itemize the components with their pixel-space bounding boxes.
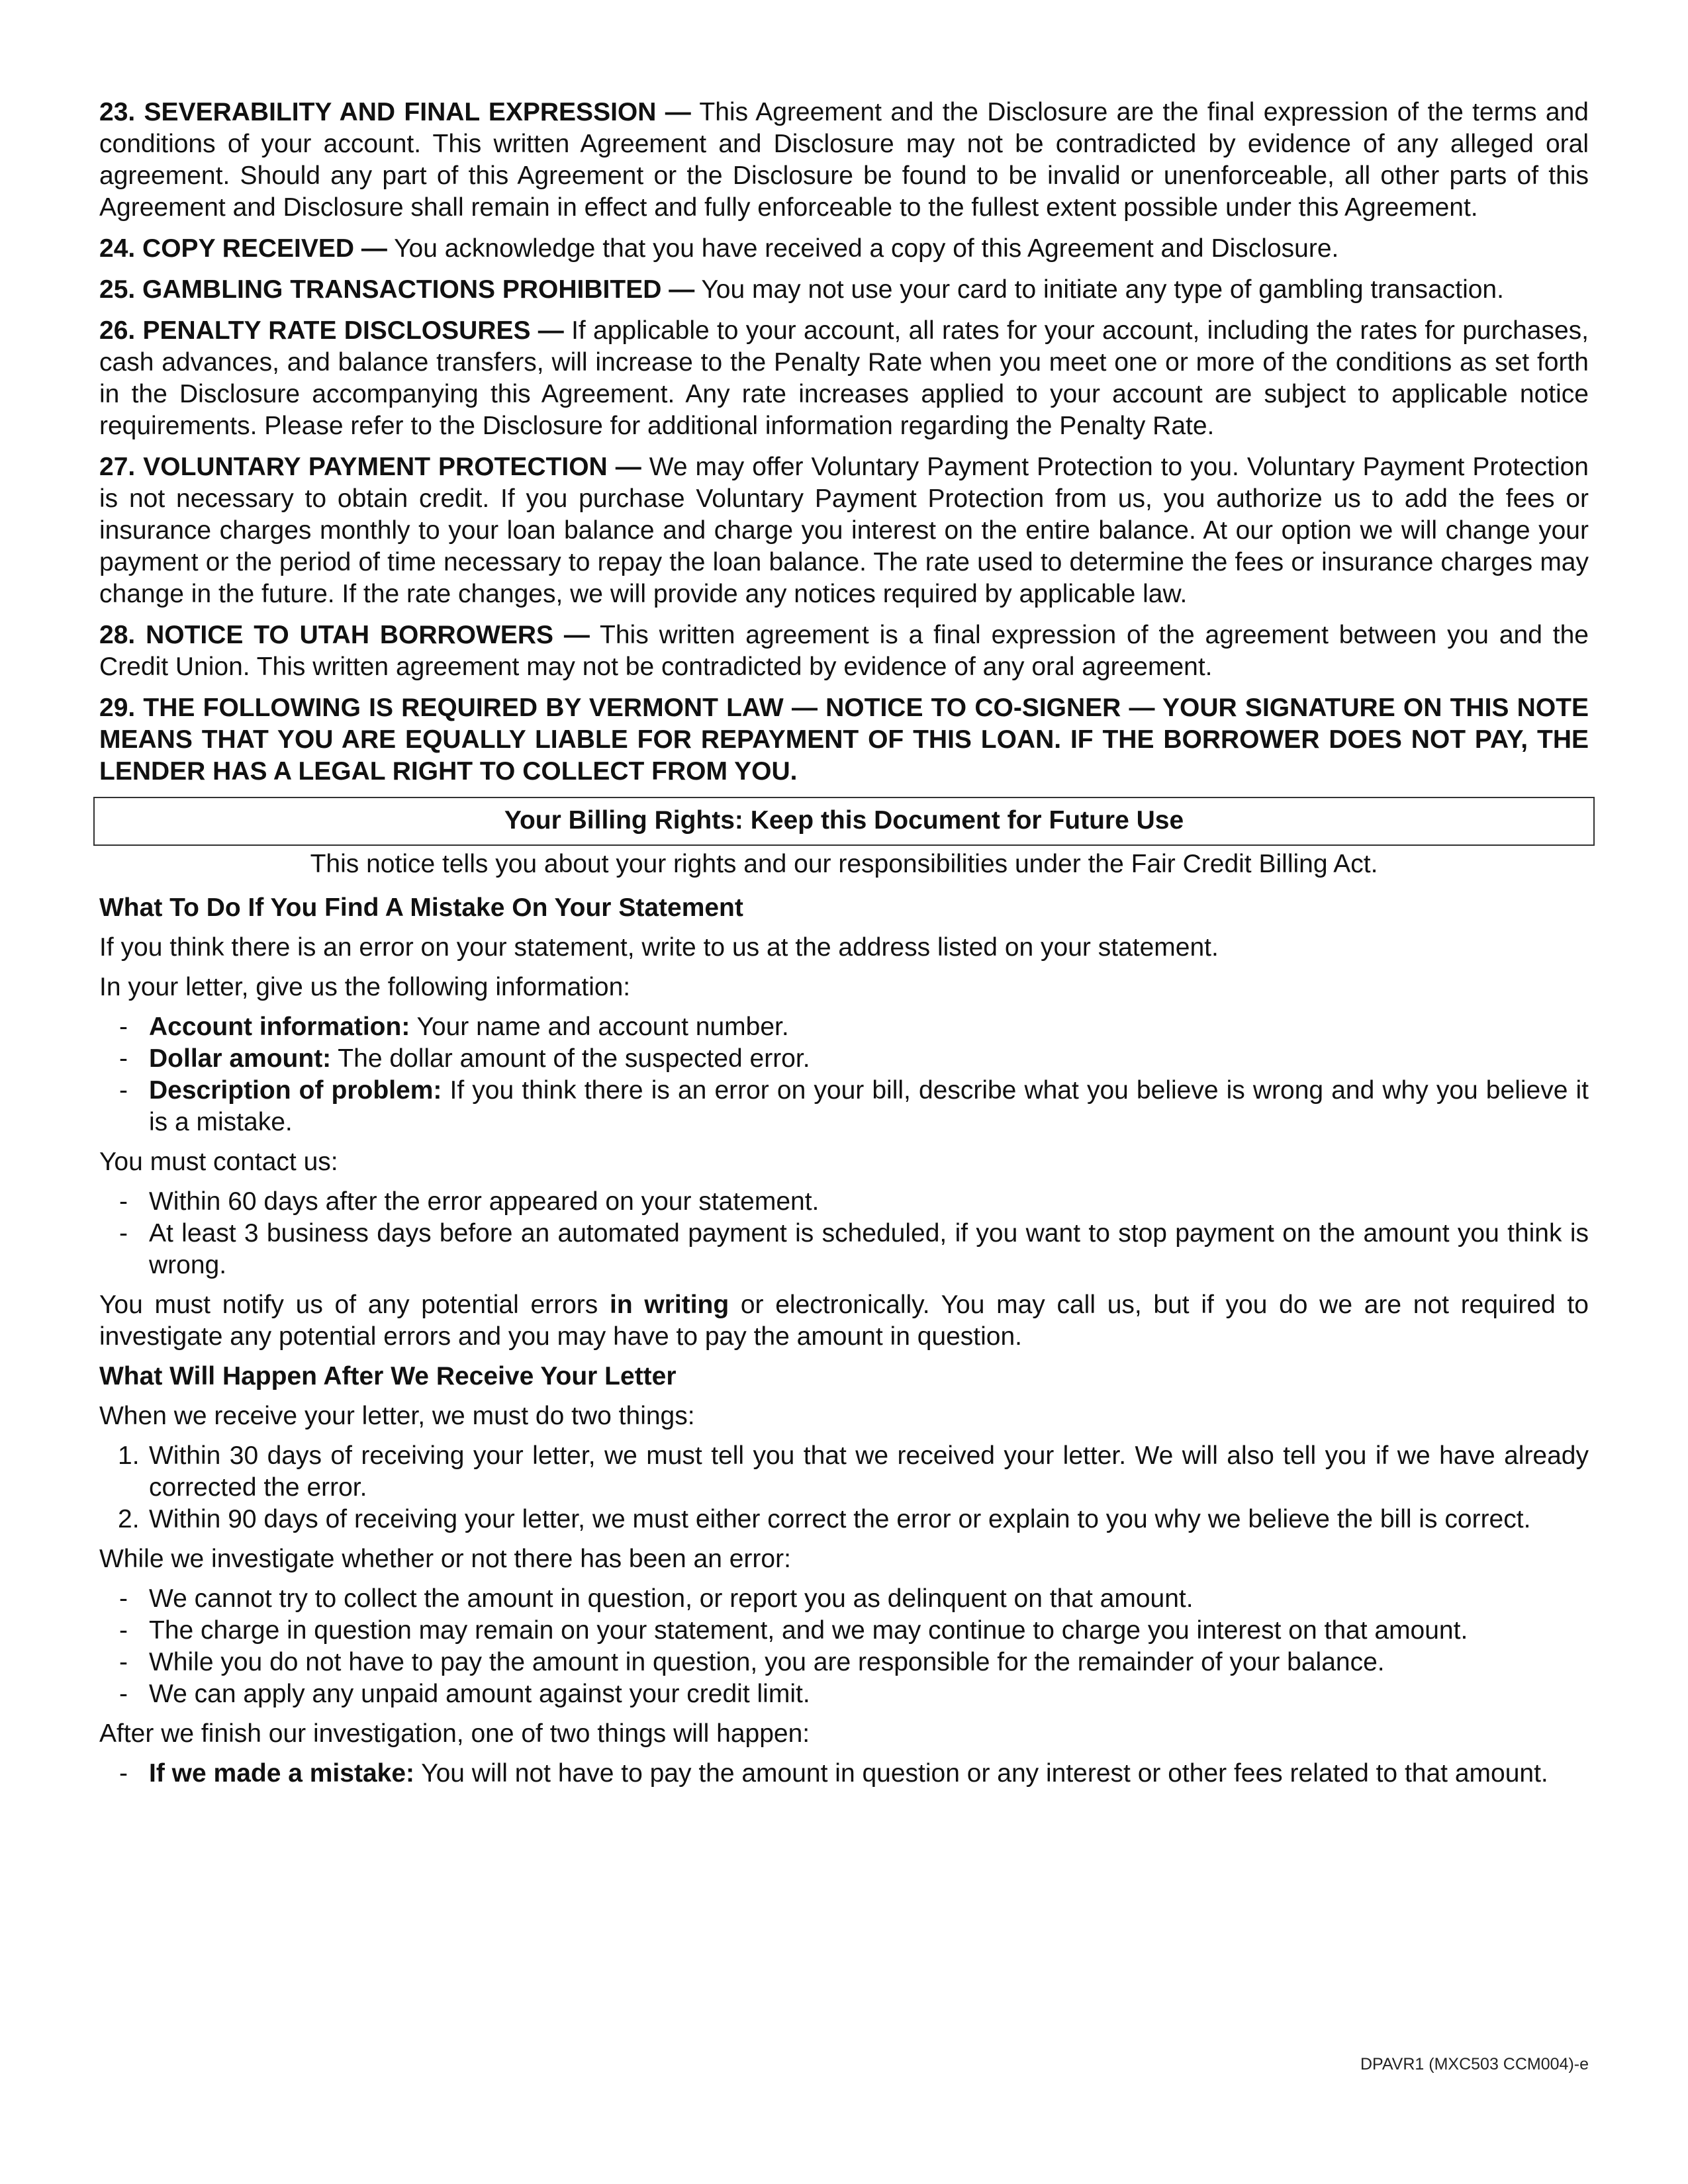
section-25-title: 25. GAMBLING TRANSACTIONS PROHIBITED — — [99, 275, 695, 304]
section-27 — [99, 451, 1589, 610]
form-code-footer: DPAVR1 (MXC503 CCM004)-e — [1360, 2055, 1589, 2073]
mistake-heading: What To Do If You Find A Mistake On Your Statement — [99, 893, 743, 922]
notify-text-bold: in writing — [610, 1291, 729, 1319]
mistake-paragraph-2: In your letter, give us the following information: — [99, 973, 631, 1001]
list-item-number: 2. — [118, 1505, 140, 1533]
after-letter-paragraph-1: When we receive your letter, we must do two things: — [99, 1402, 695, 1430]
list-item: - Within 60 days after the error appeared on your statement. — [119, 1187, 820, 1216]
list-item-text: Your name and account number. — [410, 1013, 789, 1041]
list-item-number: 1. — [118, 1441, 140, 1470]
list-item: - We can apply any unpaid amount against your credit limit. — [119, 1680, 810, 1708]
contact-list — [99, 1186, 1589, 1281]
list-item-text: At least 3 business days before an automated payment is scheduled, if you want to stop payment on the amount you think is wrong. — [149, 1219, 1589, 1279]
section-28 — [99, 619, 1589, 683]
list-item: - Description of problem: If you think there is an error on your bill, describe what you believe is wrong and why you believe it is a mistake. — [119, 1076, 1589, 1136]
list-item — [99, 1504, 1589, 1535]
after-letter-heading: What Will Happen After We Receive Your Letter — [99, 1362, 677, 1390]
section-26-title: 26. PENALTY RATE DISCLOSURES — — [99, 316, 564, 345]
notify-paragraph — [99, 1289, 1589, 1353]
section-27-title: 27. VOLUNTARY PAYMENT PROTECTION — — [99, 453, 641, 481]
section-24 — [99, 233, 1589, 265]
list-item-label: Account information: — [149, 1013, 410, 1041]
list-item-text: We cannot try to collect the amount in question, or report you as delinquent on that amount. — [149, 1584, 1194, 1613]
section-24-title: 24. COPY RECEIVED — — [99, 234, 387, 263]
billing-rights-title: Your Billing Rights: Keep this Document for Future Use — [504, 806, 1184, 835]
list-item-text: We can apply any unpaid amount against your credit limit. — [149, 1680, 810, 1708]
two-things-list — [99, 1440, 1589, 1535]
list-item-label: If we made a mistake: — [149, 1759, 415, 1788]
section-28-body: This written agreement is a final expression of the agreement between you and the Credit Union. This written agreement may not be contradicted by evidence of any oral agreement. — [99, 621, 1589, 681]
list-item-text: If you think there is an error on your bill, describe what you believe is wrong and why you believe it is a mistake. — [149, 1076, 1589, 1136]
section-26 — [99, 315, 1589, 442]
section-28-title: 28. NOTICE TO UTAH BORROWERS — — [99, 621, 590, 649]
list-item-text: While you do not have to pay the amount in question, you are responsible for the remainder of your balance. — [149, 1648, 1385, 1676]
investigate-list — [99, 1583, 1589, 1710]
list-item: - While you do not have to pay the amount in question, you are responsible for the remainder of your balance. — [119, 1648, 1385, 1676]
list-item-text: Within 60 days after the error appeared on your statement. — [149, 1187, 820, 1216]
section-26-body: If applicable to your account, all rates for your account, including the rates for purchases, cash advances, and balance transfers, will increase to the Penalty Rate when you meet one or more of the conditions as set forth in the Disclosure accompanying this Agreement. Any rate increases applied to your account are subject to applicable notice requirements. Please refer to the Disclosure for additional information regarding the Penalty Rate. — [99, 316, 1589, 440]
section-25 — [99, 274, 1589, 306]
list-item: - Account information: Your name and account number. — [119, 1013, 789, 1041]
list-item: - We cannot try to collect the amount in question, or report you as delinquent on that amount. — [119, 1584, 1194, 1613]
section-23 — [99, 97, 1589, 224]
list-item — [99, 1440, 1589, 1504]
list-item-text: The dollar amount of the suspected error. — [331, 1044, 810, 1073]
mistake-paragraph-1: If you think there is an error on your statement, write to us at the address listed on your statement. — [99, 933, 1219, 962]
list-item: - The charge in question may remain on your statement, and we may continue to charge you interest on that amount. — [119, 1616, 1468, 1645]
list-item: - If we made a mistake: You will not have to pay the amount in question or any interest or other fees related to that amount. — [119, 1759, 1548, 1788]
section-24-body: You acknowledge that you have received a copy of this Agreement and Disclosure. — [387, 234, 1339, 263]
section-25-body: You may not use your card to initiate any type of gambling transaction. — [694, 275, 1504, 304]
section-27-body: We may offer Voluntary Payment Protection to you. Voluntary Payment Protection is not necessary to obtain credit. If you purchase Voluntary Payment Protection from us, you authorize us to add the fees or insurance charges monthly to your loan balance and charge you interest on the entire balance. At our option we will change your payment or the period of time necessary to repay the loan balance. The rate used to determine the fees or insurance charges may change in the future. If the rate changes, we will provide any notices required by applicable law. — [99, 453, 1589, 608]
document-page — [99, 97, 1589, 1797]
list-item-text: Within 90 days of receiving your letter, we must either correct the error or explain to you why we believe the bill is correct. — [149, 1505, 1531, 1533]
list-item-label: Dollar amount: — [149, 1044, 332, 1073]
list-item: - At least 3 business days before an automated payment is scheduled, if you want to stop payment on the amount you think is wrong. — [119, 1219, 1589, 1279]
letter-info-list — [99, 1011, 1589, 1138]
notify-text-pre: You must notify us of any potential errors — [99, 1291, 610, 1319]
list-item-text: Within 30 days of receiving your letter, we must tell you that we received your letter. We will also tell you if we have already corrected the error. — [149, 1441, 1589, 1502]
section-23-body: This Agreement and the Disclosure are the final expression of the terms and conditions of your account. This written Agreement and Disclosure may not be contradicted by evidence of any alleged oral agreement. Should any part of this Agreement or the Disclosure be found to be invalid or unenforceable, all other parts of this Agreement and Disclosure shall remain in effect and fully enforceable to the fullest extent possible under this Agreement. — [99, 98, 1589, 222]
billing-rights-title-box — [93, 797, 1595, 846]
outcome-paragraph: After we finish our investigation, one of two things will happen: — [99, 1719, 810, 1748]
investigate-paragraph: While we investigate whether or not there has been an error: — [99, 1545, 791, 1573]
fair-credit-billing-notice: This notice tells you about your rights and our responsibilities under the Fair Credit Billing Act. — [310, 850, 1378, 878]
contact-us-paragraph: You must contact us: — [99, 1148, 338, 1176]
list-item-text: You will not have to pay the amount in question or any interest or other fees related to that amount. — [414, 1759, 1548, 1788]
outcome-list — [99, 1758, 1589, 1790]
notify-text-post: or electronically. You may call us, but if you do we are not required to investigate any potential errors and you may have to pay the amount in question. — [99, 1291, 1589, 1351]
section-29-vermont-notice: 29. THE FOLLOWING IS REQUIRED BY VERMONT LAW — NOTICE TO CO-SIGNER — YOUR SIGNATURE ON THIS NOTE MEANS THAT YOU ARE EQUALLY LIABLE FOR REPAYMENT OF THIS LOAN. IF THE BORROWER DOES NOT PAY, THE LENDER HAS A LEGAL RIGHT TO COLLECT FROM YOU. — [99, 694, 1589, 786]
list-item-label: Description of problem: — [149, 1076, 442, 1105]
list-item: - Dollar amount: The dollar amount of the suspected error. — [119, 1044, 810, 1073]
section-23-title: 23. SEVERABILITY AND FINAL EXPRESSION — — [99, 98, 691, 126]
list-item-text: The charge in question may remain on your statement, and we may continue to charge you interest on that amount. — [149, 1616, 1468, 1645]
